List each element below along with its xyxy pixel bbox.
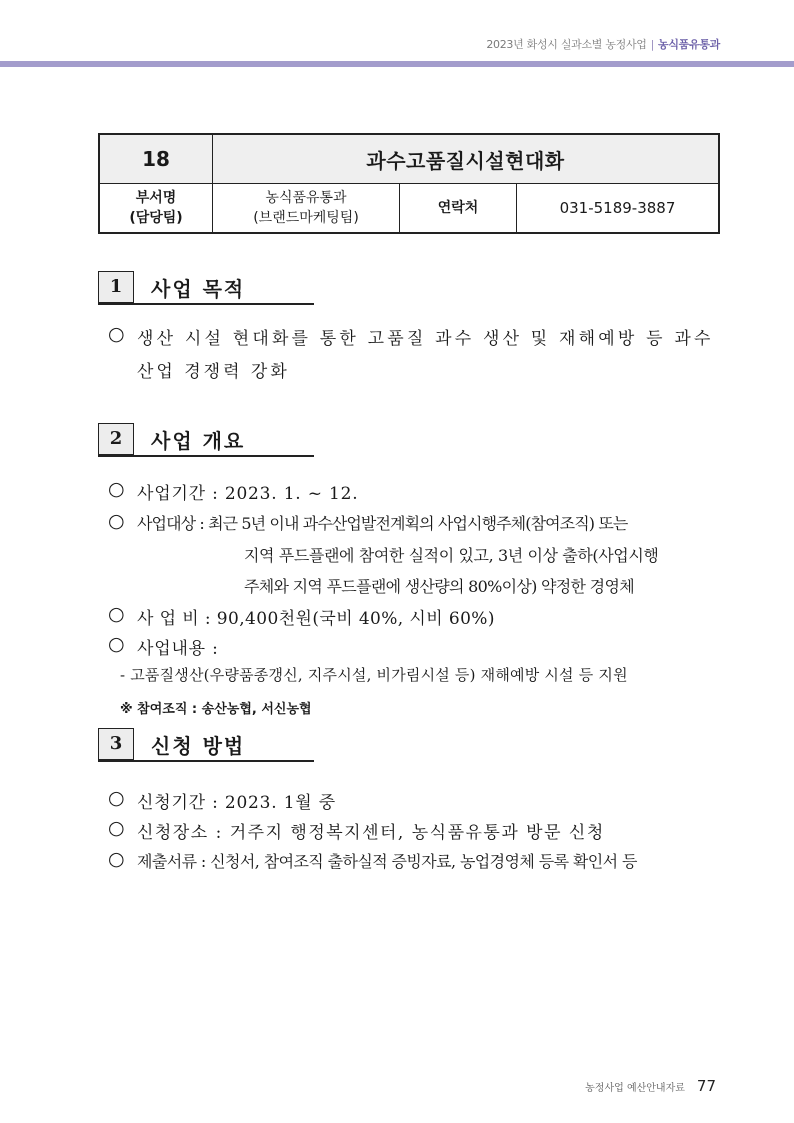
- header-department: 농식품유통과: [658, 38, 720, 51]
- bullet-circle: ○: [108, 510, 125, 532]
- overview-target-line-3: 주체와 지역 푸드플랜에 생산량의 80%이상) 약정한 경영체: [244, 577, 634, 596]
- header-separator: |: [650, 38, 655, 51]
- dept-value: 농식품유통과: [265, 190, 347, 206]
- header-bar: [0, 61, 794, 67]
- page-number: 77: [696, 1077, 716, 1095]
- overview-budget: 사 업 비 : 90,400천원(국비 40%, 시비 60%): [137, 609, 495, 629]
- team-label: (담당팀): [129, 210, 183, 226]
- apply-place: 신청장소 : 거주지 행정복지센터, 농식품유통과 방문 신청: [137, 823, 605, 843]
- bullet-circle: ○: [108, 478, 125, 500]
- section-3-number: 3: [98, 728, 134, 760]
- section-1-number: 1: [98, 271, 134, 303]
- purpose-line-2: 산업 경쟁력 강화: [137, 362, 290, 382]
- project-info-table: [98, 133, 720, 234]
- project-number: 18: [99, 134, 213, 184]
- overview-target-line-2: 지역 푸드플랜에 참여한 실적이 있고, 3년 이상 출하(사업시행: [244, 546, 659, 565]
- dept-value-cell: [213, 184, 400, 234]
- apply-documents: 제출서류 : 신청서, 참여조직 출하실적 증빙자료, 농업경영체 등록 확인서 등: [137, 852, 637, 871]
- section-2-heading: [98, 423, 314, 457]
- dept-label-cell: [99, 184, 213, 234]
- footer-text: 농정사업 예산안내자료: [585, 1083, 685, 1094]
- section-3-heading: [98, 728, 314, 762]
- section-3-title: 신청 방법: [151, 734, 246, 758]
- team-value: (브랜드마케팅팀): [253, 210, 359, 226]
- bullet-circle: ○: [108, 603, 125, 625]
- page-header: [486, 36, 720, 52]
- purpose-line-1: 생산 시설 현대화를 통한 고품질 과수 생산 및 재해예방 등 과수: [137, 329, 714, 349]
- apply-period: 신청기간 : 2023. 1월 중: [137, 793, 336, 813]
- page-footer: [585, 1077, 716, 1095]
- info-row-title: [99, 134, 719, 184]
- section-1-heading: [98, 271, 314, 305]
- bullet-circle: ○: [108, 787, 125, 809]
- bullet-circle: ○: [108, 848, 125, 870]
- contact-value: 031-5189-3887: [517, 184, 720, 234]
- bullet-circle: ○: [108, 633, 125, 655]
- section-2-number: 2: [98, 423, 134, 455]
- participating-org-note: ※ 참여조직 : 송산농협, 서신농협: [120, 702, 312, 717]
- overview-content-detail: - 고품질생산(우량품종갱신, 지주시설, 비가림시설 등) 재해예방 시설 등 지원: [120, 666, 628, 684]
- dept-label: 부서명: [135, 190, 177, 206]
- section-1-title: 사업 목적: [151, 277, 246, 301]
- bullet-circle: ○: [108, 323, 125, 345]
- overview-content: 사업내용 :: [137, 639, 219, 659]
- overview-target-line-1: 사업대상 : 최근 5년 이내 과수산업발전계획의 사업시행주체(참여조직) 또는: [137, 514, 628, 533]
- section-2-title: 사업 개요: [151, 429, 246, 453]
- overview-period: 사업기간 : 2023. 1. ~ 12.: [137, 484, 359, 504]
- header-doc-title: 2023년 화성시 실과소별 농정사업: [486, 38, 647, 51]
- bullet-circle: ○: [108, 817, 125, 839]
- contact-label: 연락처: [400, 184, 517, 234]
- info-row-contact: [99, 184, 719, 234]
- project-title: 과수고품질시설현대화: [213, 134, 720, 184]
